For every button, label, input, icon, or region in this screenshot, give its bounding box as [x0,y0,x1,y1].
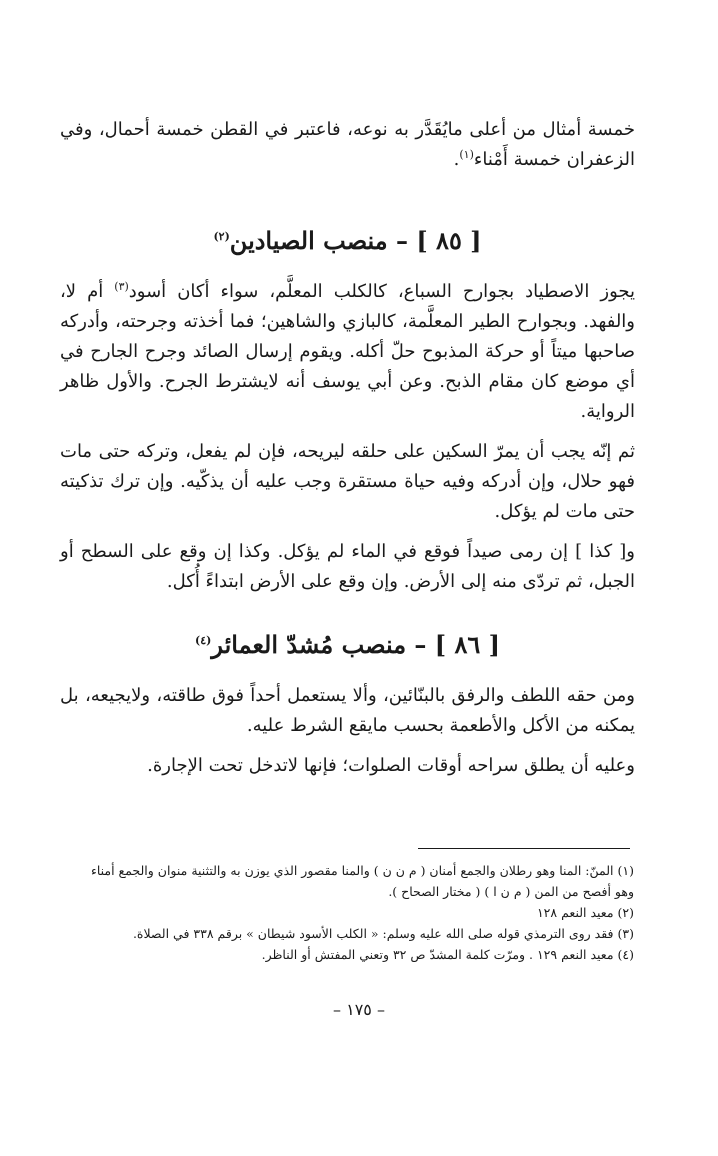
section-86-footnote-ref: (٤) [195,634,212,647]
footnote-4: (٤) معيد النعم ١٢٩ . ومرّت كلمة المشدّ ص ٣٢ وتعني المفتش أو الناظر. [261,947,634,962]
section-85-footnote-ref: (٢) [213,230,230,243]
paragraph-intro-text: خمسة أمثال من أعلى مايُقَدَّر به نوعه، فاعتبر في القطن خمسة أحمال، وفي الزعفران خمسة أَمْناء [60,119,635,170]
section-85-title: [ ٨٥ ] – منصب الصيادين [229,226,482,255]
section-85-p1-part2: أم لا، والفهد. وبجوارح الطير المعلَّمة، كالبازي والشاهين؛ فما أخذته وجرحته، وأدركه صاحبها ميتاً أو حركة المذبوح حلّ أكله. ويقوم إرسال الصائد وجرح الجارح في أي موضع كان مقام الذبح. وعن أبي يوسف أنه لايشترط الجرح. والأول ظاهر الرواية. [60,281,635,422]
paragraph-intro: خمسة أمثال من أعلى مايُقَدَّر به نوعه، فاعتبر في القطن خمسة أحمال، وفي الزعفران خمسة أَمْناء$^{(١)}$. [60,119,635,170]
section-85-p1-part1: يجوز الاصطياد بجوارح السباع، كالكلب المعلَّم، سواء أكان أسود [128,281,635,302]
section-85-paragraph-1 [60,277,635,427]
section-86-paragraph-2: وعليه أن يطلق سراحه أوقات الصلوات؛ فإنها لاتدخل تحت الإجارة. [147,755,635,776]
footnote-divider [418,848,630,849]
page-body [60,115,635,791]
section-86-title: [ ٨٦ ] – منصب مُشدّ العمائر [211,630,500,659]
footnote-ref-3: (٣) [114,280,129,293]
footnotes [68,860,634,965]
footnote-1: (١) المنّ: المنا وهو رطلان والجمع أمنان ( م ن ن ) والمنا مقصور الذي يوزن به والتثنية منوان والجمع أمناء وهو أفصح من المن ( م ن ا ) ( مختار الصحاح ). [90,863,634,899]
section-85-paragraph-2: ثم إنّه يجب أن يمرّ السكين على حلقه ليريحه، فإن لم يفعل، وتركه حتى مات فهو حلال، وإن أدركه وفيه حياة مستقرة وجب عليه أن يذكّيه. وإن ترك تذكيته حتى مات لم يؤكل. [60,441,635,522]
section-86-heading [60,627,635,663]
footnote-2: (٢) معيد النعم ١٢٨ [536,905,634,920]
section-86-paragraph-1: ومن حقه اللطف والرفق بالبنّائين، وألا يستعمل أحداً فوق طاقته، ولايجيعه، بل يمكنه من الأكل والأطعمة بحسب مايقع الشرط عليه. [60,685,635,736]
section-85-paragraph-3: و[ كذا ] إن رمى صيداً فوقع في الماء لم يؤكل. وكذا إن وقع على السطح أو الجبل، ثم تردّى منه إلى الأرض. وإن وقع على الأرض ابتداءً أُكل. [60,541,635,592]
footnote-ref-1: (١) [459,148,474,161]
footnote-3: (٣) فقد روى الترمذي قوله صلى الله عليه وسلم: « الكلب الأسود شيطان » برقم ٣٣٨ في الصلاة. [132,926,634,941]
page-number: – ١٧٥ – [333,1000,385,1019]
section-85-heading [60,223,635,259]
